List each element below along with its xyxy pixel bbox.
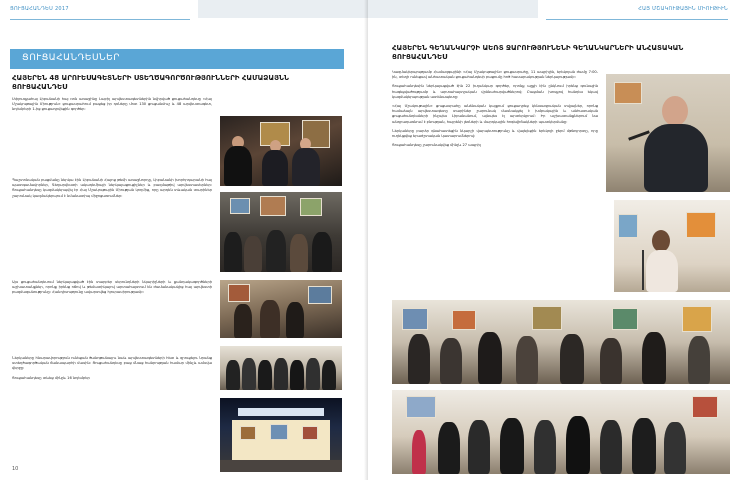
left-paragraph: Այս ցուցահանդեսում ներկայացված էին տարբեր սերունդների նկարիչների և քանդակագործների աշխատանքներ, որոնք իրենց ոճով և թեմատիկայով արտահայտում են ժամանակակից հայ արվեստի բազմազանությունը: Հանդիսությունը ավարտվեց հյուրասիրությամբ: [12, 280, 212, 295]
left-credit: Ցուցահանդեսը տևեց մինչև 16 նոյեմբեր [12, 375, 90, 380]
left-running-header [10, 6, 190, 20]
gallery-entrance-photo [220, 398, 342, 472]
left-article-body-3 [12, 280, 212, 300]
group-photo [392, 390, 730, 474]
speaker-photo [606, 74, 730, 192]
right-credit: Ցուցահանդեսը շարունակվեց մինչև 27 ապրիլ [392, 143, 481, 148]
crowd-gallery-photo [220, 192, 342, 272]
right-header-text: ՀԱՅ ՄՇԱԿՈՒԹԱՅԻՆ ՄԻՈՒԹԻՒՆ [638, 6, 728, 12]
right-paragraph: «Հայ Մշակութային» ցուցասրահը անձնական կայքում ցուցադրեց կենսագրական տվյալներ, որոնց համաձայն արվեստագետը տարիներ շարունակ մասնակցել է խմբակային և անհատական ցուցահանդեսների ինչպես Լիբանանում, այնպես էլ արտերկրում: Իր աշխատանքներում նա անդրադառնում է բնության, հայրենի լեռների և մարդկային հոգեվիճակների պատկերմանը: [392, 104, 598, 124]
left-article-body [12, 97, 212, 117]
right-paragraph: Ներկաները բարձր գնահատեցին նկարչի վարպետությունը և վայելեցին երեկոյի ջերմ մթնոլորտը, որը ուղեկցվեց երաժշտական կատարումներով: [392, 128, 598, 139]
left-header-text: ՑՈՒՑԱՀԱՆԴԵՍ 2017 [10, 6, 69, 12]
page-number: 10 [12, 466, 19, 472]
left-paragraph: Սփյուռքահայ Լիբանանի հայ ռոն առաջինը Լաբիլ արվեստագետներին նվիրված ցուցահանդեսը «Հայ Մշակութային Միություն» ցուցասրահում բացեց իր դռները մոտ 130 ցուցանմուշ և 48 արվեստագետ, նոյեմբերի 1-ից ցուցադրվեցին գործեր: [12, 97, 212, 112]
visitors-photo [220, 280, 342, 338]
header-shade-right [368, 0, 538, 18]
opening-crowd-photo [392, 300, 730, 384]
opening-ceremony-photo [220, 116, 342, 186]
header-shade [198, 0, 368, 18]
right-paragraph: Ցուցահանդեսին ներկայացված էին 22 իւղանկար գործեր, որոնք աչքի էին ընկնում իրենց գունային հագեցվածությամբ և արտահայտչական վրձնահարվածներով: Բացման խոսքով հանդես եկավ կազմակերպության ատենապետը: [392, 84, 598, 99]
right-article-title: ՀԱՅԵՐԵՆ ԳԵՂԱՆԿԱՐՉԻ ԱԵՌՏ ՋԱՐՈՒԹՅՈՒՆԵՆԻ ԳԵՂԱՆԿԱՐՆԵՐԻ ԱՆՀԱՏԱԿԱՆ ՑՈՒՑԱՀԱՆԴԵՍ [392, 44, 684, 61]
left-article-body-2 [12, 178, 212, 203]
dignitaries-photo [220, 346, 342, 390]
left-article-title: ՀԱՅԵՐԵՆ 48 ԱՐՈՒԵՍԱԳԵՏՆԵՐԻ ՍՏԵՂԾԱԳՈՐԾՈՒԹՅՈՒՆՆԵՐԻ ՀԱՄԱՁԱՅՆՆ ՑՈՒՑԱՀԱՆԴԵՍ [12, 74, 289, 91]
right-paragraph: Կազմակերպությամբ Համազգայինի «Հայ Մշակութային» ցուցասրահը, 11 ապրիլին, երեկոյան ժամը 7:00-ին, տեղի ունեցավ անհատական ցուցահանդեսի բացումը հոծ հասարակության ներկայությամբ: [392, 70, 598, 80]
left-paragraph: Ներկաները հնարավորություն ունեցան ծանոթանալու նաև արվեստագետների հետ և զրուցելու նրանց ստեղծագործական ճանապարհի մասին: Ցուցահանդեսը բաց մնաց հանրության համար մինչև ամսվա վերջը: [12, 356, 212, 371]
left-article-body-4 [12, 356, 212, 385]
right-page [368, 0, 736, 480]
section-banner: ՑՈՒՑԱՀԱՆԴԵՍՆԵՐ [10, 49, 344, 69]
left-paragraph: Պաշտոնական բացմանը ներկա էին Լիբանանի Հայոց թեմի առաջնորդը, Լիբանանի խորհրդարանի հայ պատգամավորներ, Գեղարվեստի ակադեմիայի ներկայացուցիչներ և բազմաթիվ արվեստասերներ: Ցուցահանդեսը կազմակերպվել էր Հայ Մշակութային Միության կողմից, որը արդեն տևական տարիներ շարունակ կազմակերպում է նմանատիպ միջոցառումներ: [12, 178, 212, 198]
right-article-body [392, 70, 598, 152]
presenter-photo [614, 200, 730, 292]
right-running-header [546, 6, 728, 20]
